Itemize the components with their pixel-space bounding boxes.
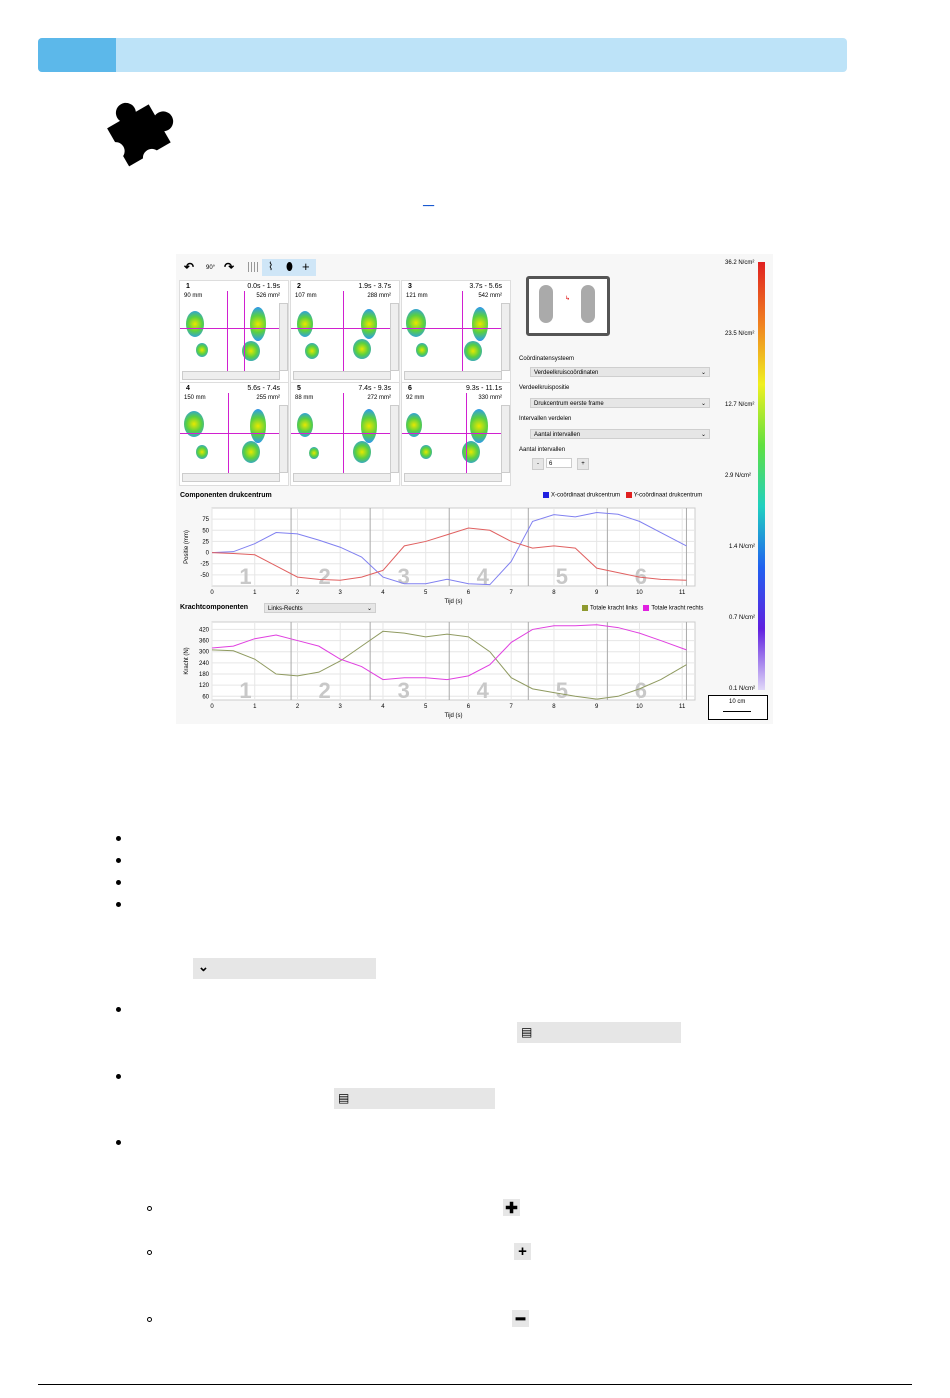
frame-length: 88 mm <box>295 395 314 401</box>
scale-indicator <box>708 695 768 720</box>
pressure-colorbar <box>758 262 765 690</box>
y-tick-label: 360 <box>198 638 209 645</box>
colorbar-label: 36.2 N/cm² <box>725 260 755 266</box>
crosshair-horizontal <box>402 433 510 434</box>
frame-length: 90 mm <box>184 293 203 299</box>
vertical-scrollbar[interactable] <box>279 303 288 371</box>
vertical-scrollbar[interactable] <box>501 405 510 473</box>
x-tick-label: 6 <box>466 704 471 710</box>
crosshair-vertical <box>227 291 228 371</box>
crosshair-vertical <box>244 291 245 371</box>
notes-icon: ▤ <box>521 1025 533 1039</box>
rotate-90-label[interactable]: 90° <box>206 265 216 271</box>
interval-label: 4 <box>476 564 489 589</box>
notes-icon: ▤ <box>338 1091 350 1105</box>
coord-system-label: Coördinatensysteem <box>519 356 575 362</box>
frame-5[interactable] <box>290 382 400 486</box>
x-tick-label: 6 <box>466 590 471 596</box>
y-tick-label: 180 <box>198 672 209 678</box>
x-tick-label: 8 <box>552 590 556 596</box>
bullet <box>116 1007 121 1012</box>
crosshair-horizontal <box>180 433 288 434</box>
frame-number: 5 <box>297 385 301 392</box>
x-tick-label: 2 <box>295 590 300 596</box>
right-heel-pressure <box>353 339 371 359</box>
y-tick-label: 0 <box>205 550 209 557</box>
right-foot-pressure <box>250 409 266 443</box>
frame-area: 288 mm² <box>367 293 391 299</box>
bullet <box>116 902 121 907</box>
header-tab <box>38 38 116 72</box>
legend-swatch <box>543 492 549 498</box>
crosshair-horizontal <box>402 328 510 329</box>
y-axis-label: Kracht (N) <box>184 647 190 675</box>
frame-area: 330 mm² <box>478 395 502 401</box>
sub-bullet <box>147 1317 152 1322</box>
interval-split-value: Aantal intervallen <box>534 432 581 438</box>
colorbar-label: 2.9 N/cm² <box>725 473 752 479</box>
x-tick-label: 1 <box>253 704 257 710</box>
chart2-title: Krachtcomponenten <box>180 604 249 611</box>
horizontal-scrollbar[interactable] <box>404 371 502 380</box>
crosshair-position-label: Verdeelkruispositie <box>519 385 570 391</box>
frame-number: 3 <box>408 283 412 290</box>
x-tick-label: 0 <box>210 590 214 596</box>
crosshair-position-value: Drukcentrum eerste frame <box>534 401 604 407</box>
bullet <box>116 880 121 885</box>
crosshair-position-select[interactable] <box>530 398 710 408</box>
right-heel-pressure <box>464 341 482 361</box>
colorbar-label: 23.5 N/cm² <box>725 331 755 337</box>
interval-label: 2 <box>318 564 331 589</box>
frame-number: 6 <box>408 385 412 392</box>
left-heel-pressure <box>416 343 428 357</box>
chevron-down-icon: ⌄ <box>198 959 209 974</box>
interval-label: 4 <box>476 678 489 703</box>
frame-number: 2 <box>297 283 301 290</box>
inline-dropdown[interactable] <box>193 958 376 979</box>
bullet <box>116 858 121 863</box>
horizontal-scrollbar[interactable] <box>404 473 502 482</box>
chart1-title: Componenten drukcentrum <box>180 492 272 499</box>
legend-label: X-coördinaat drukcentrum <box>551 492 621 499</box>
bullet <box>116 836 121 841</box>
frame-time: 5.6s - 7.4s <box>247 385 280 392</box>
y-tick-label: 240 <box>198 660 209 667</box>
x-tick-label: 7 <box>509 704 513 710</box>
chart2-legend <box>582 605 703 612</box>
colorbar-label: 0.1 N/cm² <box>729 686 756 692</box>
interval-label: 2 <box>318 678 331 703</box>
x-tick-label: 11 <box>679 704 686 710</box>
horizontal-scrollbar[interactable] <box>293 473 391 482</box>
scale-label: 10 cm <box>729 699 746 705</box>
interval-split-label: Intervallen verdelen <box>519 416 572 422</box>
crosshair-icon[interactable]: + <box>302 259 310 274</box>
bullet <box>116 1074 121 1079</box>
interval-count-label: Aantal intervallen <box>519 447 566 453</box>
frame-time: 3.7s - 5.6s <box>469 283 502 290</box>
x-tick-label: 5 <box>424 704 428 710</box>
left-foot-pressure <box>297 311 313 337</box>
frame-area: 272 mm² <box>367 395 391 401</box>
bullet <box>116 1140 121 1145</box>
frame-4[interactable] <box>179 382 289 486</box>
right-foot-pressure <box>250 307 266 341</box>
left-heel-pressure <box>305 343 319 359</box>
colorbar-label: 12.7 N/cm² <box>725 402 755 408</box>
force-chart <box>180 616 710 720</box>
right-heel-pressure <box>242 441 260 463</box>
right-heel-pressure <box>462 441 480 463</box>
plot-area <box>212 508 695 586</box>
crosshair-horizontal <box>180 328 288 329</box>
y-tick-label: 120 <box>198 683 209 690</box>
interval-label: 3 <box>397 678 410 703</box>
x-tick-label: 2 <box>295 704 300 710</box>
left-foot-pressure <box>406 309 426 337</box>
legend-swatch <box>626 492 632 498</box>
y-tick-label: 60 <box>202 694 209 701</box>
remove-icon[interactable]: ━ <box>512 1310 529 1327</box>
interval-label: 1 <box>239 564 252 589</box>
interval-label: 5 <box>555 564 568 589</box>
legend-swatch <box>643 605 649 611</box>
x-axis-label: Tijd (s) <box>444 713 463 719</box>
inline-button[interactable] <box>517 1022 681 1043</box>
frame-time: 7.4s - 9.3s <box>358 385 391 392</box>
decrease-button[interactable]: - <box>532 458 544 470</box>
interval-label: 6 <box>634 678 648 703</box>
sub-bullet <box>147 1206 152 1211</box>
y-tick-label: -50 <box>200 572 209 579</box>
foot-icon[interactable]: ⬮ <box>286 261 293 273</box>
frame-time: 0.0s - 1.9s <box>247 283 280 290</box>
vertical-scrollbar[interactable] <box>501 303 510 371</box>
frame-3[interactable] <box>401 280 511 384</box>
frame-2[interactable] <box>290 280 400 384</box>
left-foot-outline-icon <box>539 285 553 323</box>
increase-button[interactable]: + <box>577 458 589 470</box>
vertical-scrollbar[interactable] <box>279 405 288 473</box>
frame-number: 4 <box>186 385 190 392</box>
header-bar <box>38 38 847 72</box>
crosshair-vertical <box>343 291 344 371</box>
y-tick-label: 300 <box>198 649 209 656</box>
coordinate-preview[interactable] <box>526 276 610 336</box>
frame-length: 121 mm <box>406 293 428 299</box>
right-foot-outline-icon <box>581 285 595 323</box>
y-tick-label: 50 <box>202 528 209 535</box>
sub-bullet <box>147 1250 152 1255</box>
app-screenshot <box>176 254 773 724</box>
legend-label: Totale kracht rechts <box>651 605 704 612</box>
interval-count-input[interactable]: 6 <box>546 458 572 468</box>
crosshair-horizontal <box>291 328 399 329</box>
y-axis-label: Positie (mm) <box>184 530 190 564</box>
interval-split-select[interactable] <box>530 429 710 439</box>
puzzle-piece-icon <box>96 90 186 176</box>
add-icon[interactable]: ✚ <box>503 1199 520 1216</box>
x-tick-label: 3 <box>338 590 342 596</box>
horizontal-scrollbar[interactable] <box>182 371 280 380</box>
legend-label: Totale kracht links <box>590 605 638 612</box>
vertical-scrollbar[interactable] <box>390 405 399 473</box>
force-mode-value: Links-Rechts <box>268 606 303 612</box>
x-tick-label: 4 <box>381 590 385 596</box>
x-tick-label: 10 <box>636 704 643 710</box>
legend-swatch <box>582 605 588 611</box>
left-heel-pressure <box>309 447 319 459</box>
horizontal-scrollbar[interactable] <box>182 473 280 482</box>
left-heel-pressure <box>196 445 208 459</box>
right-foot-pressure <box>361 409 377 443</box>
cop-line-icon[interactable]: ⌇ <box>268 261 274 273</box>
coord-system-select[interactable] <box>530 367 710 377</box>
colorbar-label: 0.7 N/cm² <box>729 615 756 621</box>
x-tick-label: 1 <box>253 590 257 596</box>
frame-area: 526 mm² <box>256 293 280 299</box>
left-foot-pressure <box>186 311 204 337</box>
x-tick-label: 3 <box>338 704 342 710</box>
y-tick-label: 75 <box>202 517 209 524</box>
chevron-down-icon: ⌄ <box>700 432 706 438</box>
vertical-scrollbar[interactable] <box>390 303 399 371</box>
legend-label: Y-coördinaat drukcentrum <box>633 492 703 499</box>
x-tick-label: 5 <box>424 590 428 596</box>
horizontal-scrollbar[interactable] <box>293 371 391 380</box>
frame-1[interactable] <box>179 280 289 384</box>
right-foot-pressure <box>470 409 488 443</box>
frame-6[interactable] <box>401 382 511 486</box>
axes-icon: ↳ <box>565 296 571 302</box>
grid-icon[interactable] <box>248 262 258 272</box>
colorbar-label: 1.4 N/cm² <box>729 544 756 550</box>
frame-number: 1 <box>186 283 190 290</box>
right-foot-pressure <box>472 307 488 341</box>
y-tick-label: 420 <box>198 627 209 634</box>
force-mode-select[interactable] <box>264 603 376 613</box>
coord-system-value: Verdeelkruiscoördinaten <box>534 370 599 376</box>
frame-length: 92 mm <box>406 395 425 401</box>
cop-chart <box>180 502 710 606</box>
interval-label: 3 <box>397 564 410 589</box>
chart1-legend <box>543 492 702 499</box>
x-tick-label: 9 <box>595 704 599 710</box>
y-tick-label: -25 <box>200 561 209 568</box>
scale-bar <box>723 711 751 712</box>
footnote-link[interactable]: __ <box>423 196 435 207</box>
x-tick-label: 4 <box>381 704 385 710</box>
x-tick-label: 9 <box>595 590 599 596</box>
footer-divider <box>38 1384 912 1385</box>
x-tick-label: 11 <box>679 590 686 596</box>
chevron-down-icon: ⌄ <box>366 606 372 612</box>
crosshair-vertical <box>462 291 463 371</box>
inline-button[interactable] <box>334 1088 495 1109</box>
x-tick-label: 7 <box>509 590 513 596</box>
chevron-down-icon: ⌄ <box>700 401 706 407</box>
interval-label: 1 <box>239 678 252 703</box>
x-axis-label: Tijd (s) <box>444 599 463 605</box>
rotate-right-icon[interactable]: ↷ <box>224 260 235 274</box>
frame-length: 150 mm <box>184 395 206 401</box>
right-heel-pressure <box>353 441 371 463</box>
left-heel-pressure <box>420 445 432 459</box>
crosshair-horizontal <box>291 433 399 434</box>
frame-time: 1.9s - 3.7s <box>358 283 391 290</box>
frame-length: 107 mm <box>295 293 317 299</box>
frame-area: 255 mm² <box>256 395 280 401</box>
plot-area <box>212 622 695 700</box>
interval-label: 6 <box>634 564 648 589</box>
right-foot-pressure <box>361 309 377 339</box>
frame-area: 542 mm² <box>478 293 502 299</box>
left-heel-pressure <box>196 343 208 357</box>
rotate-left-icon[interactable]: ↶ <box>184 260 195 274</box>
chevron-down-icon: ⌄ <box>700 370 706 376</box>
add-small-icon[interactable]: + <box>514 1243 531 1260</box>
frame-time: 9.3s - 11.1s <box>465 385 502 392</box>
x-tick-label: 10 <box>636 590 643 596</box>
x-tick-label: 8 <box>552 704 556 710</box>
x-tick-label: 0 <box>210 704 214 710</box>
y-tick-label: 25 <box>202 539 209 546</box>
interval-label: 5 <box>555 678 568 703</box>
